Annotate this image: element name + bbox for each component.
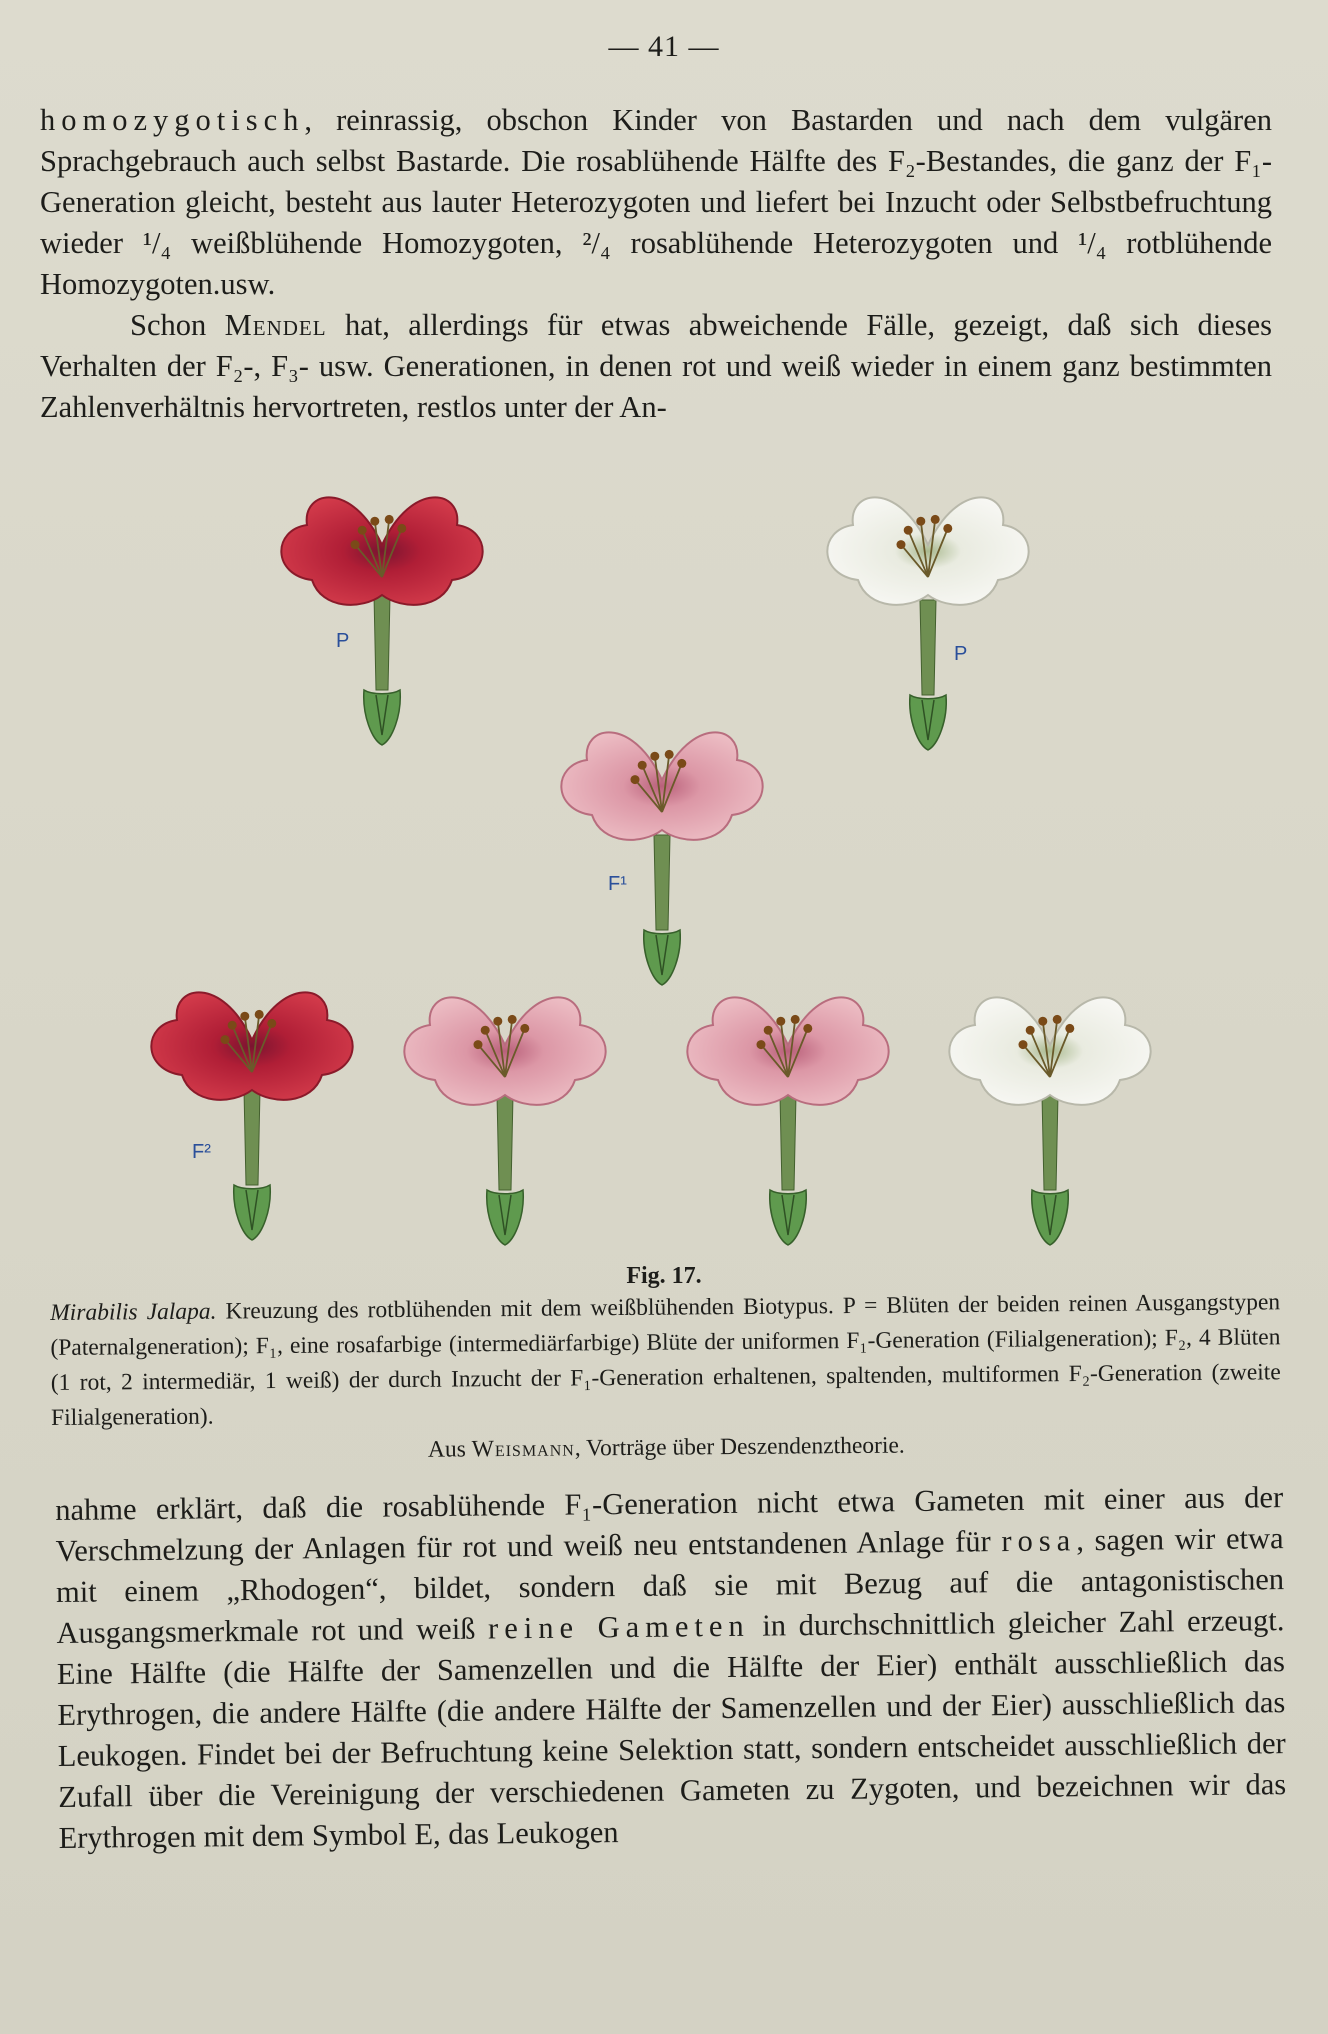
figure-caption bbox=[50, 1285, 1281, 1471]
source-author: Weismann bbox=[471, 1435, 575, 1463]
top-text bbox=[40, 100, 1272, 428]
flower-f2-white bbox=[949, 997, 1150, 1245]
label-p-left: P bbox=[336, 630, 350, 652]
flower-f2-pink-2 bbox=[687, 997, 888, 1245]
label-f1: F¹ bbox=[608, 873, 627, 895]
source-prefix: Aus bbox=[427, 1436, 466, 1463]
paragraph-3-part-3: in durchschnittlich gleicher Zahl erzeugt. Eine Hälfte (die Hälfte der Samenzellen und die Hälfte der Eier) enthält ausschließlich das Erythrogen, die andere Hälfte (die andere Hälfte der Samenzellen und der Eier) ausschließlich das Leukogen. Findet bei der Befruchtung keine Selektion statt, sondern entscheidet ausschließlich der Zufall über die Vereinigung der verschiedenen Gameten zu Zygoten, und bezeichnen wir das Erythrogen mit dem Symbol E, das Leukogen bbox=[56, 1603, 1287, 1855]
figure-illustration bbox=[0, 460, 1328, 1280]
paragraph-3-part-2: , sagen wir etwa mit einem „Rhodogen“, bildet, sondern daß sie mit Bezug auf die antagonistischen Ausgangsmerkmale rot und weiß bbox=[55, 1521, 1285, 1650]
page-number: — 41 — bbox=[608, 30, 720, 63]
paragraph-1-text: , reinrassig, obschon Kinder von Bastarden und nach dem vulgären Sprachgebrauch auch selbst Bastarde. Die rosablühende Hälfte des F₂-Bestandes, die ganz der F₁-Generation gleicht, besteht aus lauter Heterozygoten und liefert bei Inzucht oder Selbstbefruchtung wieder ¹/₄ weißblühende Homozygoten, ²/₄ rosablühende Heterozygoten und ¹/₄ rotblühende Homozygoten.usw. bbox=[40, 103, 1272, 301]
paragraph-3-part-1: nahme erklärt, daß die rosablühende F₁-Generation nicht etwa Gameten mit einer aus der Verschmelzung der Anlagen für rot und weiß neu entstandenen Anlage für bbox=[55, 1480, 1284, 1568]
author-name: Mendel bbox=[224, 308, 327, 342]
paragraph-1 bbox=[40, 100, 1272, 305]
bottom-text bbox=[55, 1477, 1287, 1859]
flower-f1-pink bbox=[561, 732, 762, 985]
label-f2: F² bbox=[192, 1141, 211, 1163]
flower-plate bbox=[0, 460, 1328, 1280]
paragraph-2 bbox=[40, 305, 1272, 428]
figure-number: Fig. 17. bbox=[626, 1263, 702, 1289]
caption-text bbox=[50, 1285, 1281, 1436]
flower-p-red bbox=[281, 497, 482, 745]
flower-p-white bbox=[827, 497, 1028, 750]
flower-f2-pink-1 bbox=[404, 997, 605, 1245]
flower-f2-red bbox=[151, 992, 352, 1240]
paragraph-2-lead: Schon bbox=[130, 308, 207, 342]
spaced-word-rosa: rosa bbox=[1001, 1523, 1077, 1559]
spaced-word: homozygotisch bbox=[40, 103, 305, 137]
spaced-word-reine-gameten: reine Gameten bbox=[487, 1608, 750, 1646]
paragraph-2-text: hat, allerdings für etwas abweichende Fälle, gezeigt, daß sich dieses Verhalten der F₂-, F₃- usw. Generationen, in denen rot und weiß wieder in einem ganz bestimmten Zahlenverhältnis hervortreten, restlos unter der An- bbox=[40, 308, 1272, 424]
caption-species: Mirabilis Jalapa. bbox=[50, 1298, 217, 1326]
caption-body: Kreuzung des rotblühenden mit dem weißblühenden Biotypus. P = Blüten der beiden reinen Ausgangstypen (Paternalgeneration); F₁, eine rosafarbige (intermediärfarbige) Blüte der uniformen F₁-Generation (Filialgeneration); F₂, 4 Blüten (1 rot, 2 intermediär, 1 weiß) der durch Inzucht der F₁-Generation erhaltenen, spaltenden, multiformen F₂-Generation (zweite Filialgeneration). bbox=[50, 1289, 1281, 1431]
source-suffix: , Vorträge über Deszendenztheorie. bbox=[574, 1432, 905, 1462]
label-p-right: P bbox=[954, 643, 968, 665]
paragraph-3 bbox=[55, 1477, 1287, 1859]
